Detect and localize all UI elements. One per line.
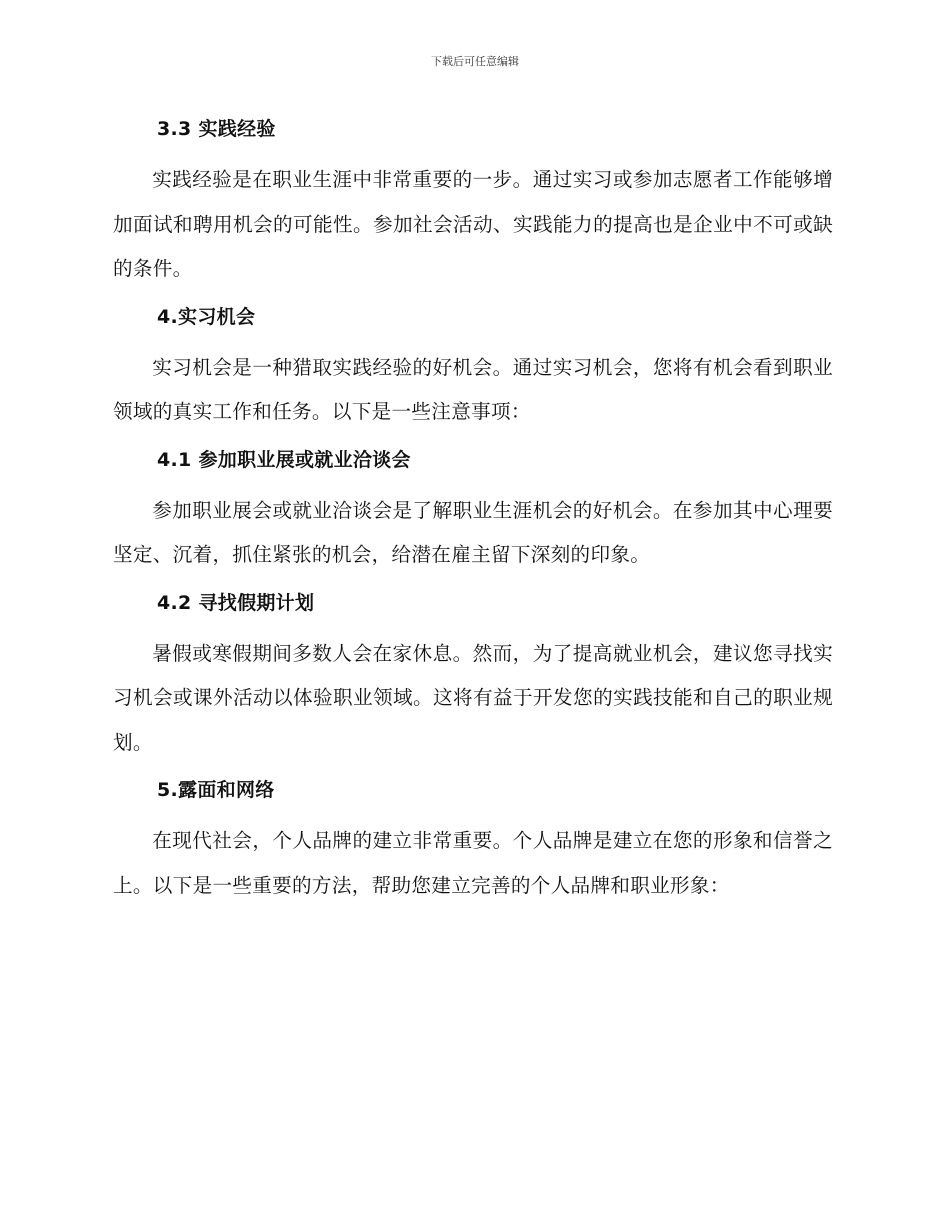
section-heading-3-3: 3.3 实践经验 — [157, 118, 276, 140]
section-heading-4-1: 4.1 参加职业展或就业洽谈会 — [157, 448, 411, 471]
document-body — [113, 110, 833, 918]
section-heading-5: 5.露面和网络 — [157, 779, 275, 801]
page-header-note: 下载后可任意编辑 — [431, 55, 519, 68]
section-paragraph-4: 实习机会是一种猎取实践经验的好机会。通过实习机会，您将有机会看到职业领域的真实工作和任务。以下是一些注意事项： — [113, 355, 833, 423]
section-paragraph-3-3: 实践经验是在职业生涯中非常重要的一步。通过实习或参加志愿者工作能够增加面试和聘用机会的可能性。参加社会活动、实践能力的提高也是企业中不可或缺的条件。 — [113, 168, 833, 280]
section-paragraph-4-1: 参加职业展会或就业洽谈会是了解职业生涯机会的好机会。在参加其中心理要坚定、沉着，抓住紧张的机会，给潜在雇主留下深刻的印象。 — [113, 498, 833, 566]
section-heading-4: 4.实习机会 — [157, 305, 256, 328]
section-paragraph-5: 在现代社会，个人品牌的建立非常重要。个人品牌是建立在您的形象和信誉之上。以下是一些重要的方法，帮助您建立完善的个人品牌和职业形象： — [113, 829, 833, 897]
section-paragraph-4-2: 暑假或寒假期间多数人会在家休息。然而，为了提高就业机会，建议您寻找实习机会或课外活动以体验职业领域。这将有益于开发您的实践技能和自己的职业规划。 — [113, 641, 833, 754]
section-heading-4-2: 4.2 寻找假期计划 — [157, 591, 315, 614]
